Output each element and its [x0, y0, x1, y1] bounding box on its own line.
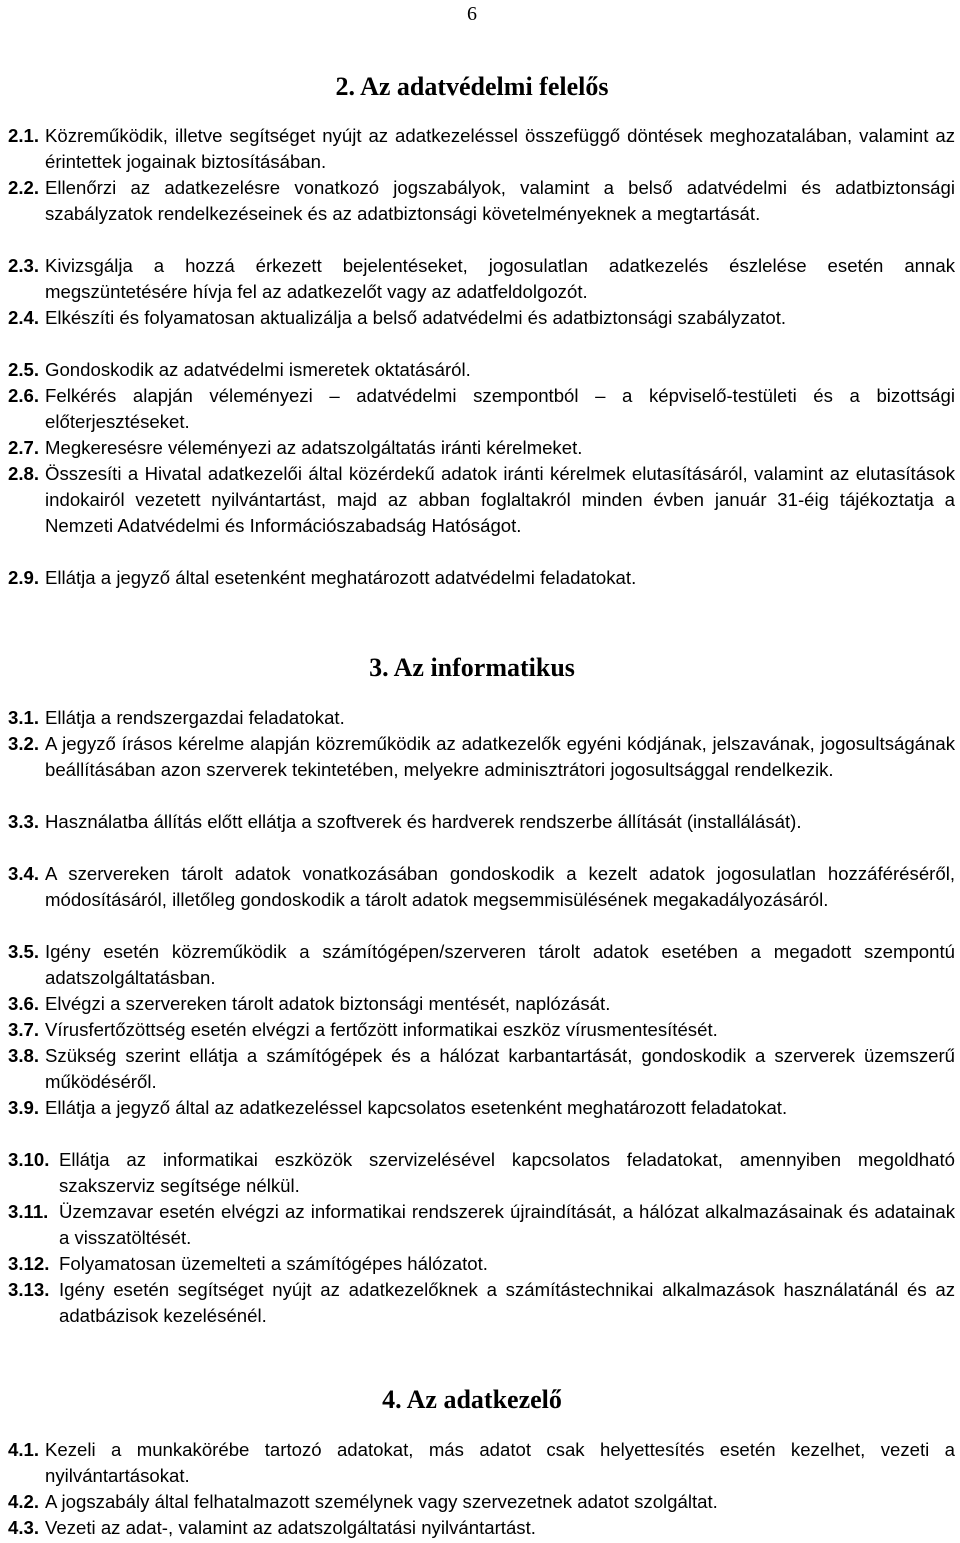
item-text: Kivizsgálja a hozzá érkezett bejelentéseket, jogosulatlan adatkezelés észlelése esetén annak megszüntetésére hívja fel az adatkezelőt vagy az adatfeldolgozót. — [45, 255, 955, 302]
item-number: 3.8. — [8, 1045, 40, 1066]
item-number: 4.2. — [8, 1491, 40, 1512]
list-item-4-2 — [8, 1489, 955, 1515]
item-text: Elkészíti és folyamatosan aktualizálja a belső adatvédelmi és adatbiztonsági szabályzatot. — [45, 307, 787, 328]
item-text: A jogszabály által felhatalmazott személynek vagy szervezetnek adatot szolgáltat. — [45, 1491, 718, 1512]
list-item-3-4 — [8, 861, 955, 913]
item-text: Megkeresésre véleményezi az adatszolgáltatás iránti kérelmeket. — [45, 437, 583, 458]
list-item-2-6 — [8, 383, 955, 435]
list-item-3-5 — [8, 939, 955, 991]
list-item-3-2 — [8, 731, 955, 783]
item-text: Vezeti az adat-, valamint az adatszolgáltatási nyilvántartást. — [45, 1517, 536, 1538]
item-number: 3.3. — [8, 811, 40, 832]
item-text: Szükség szerint ellátja a számítógépek és a hálózat karbantartását, gondoskodik a szerverek üzemszerű működéséről. — [45, 1045, 955, 1092]
item-text: Vírusfertőzöttség esetén elvégzi a fertőzött informatikai eszköz vírusmentesítését. — [45, 1019, 718, 1040]
item-number: 3.7. — [8, 1019, 40, 1040]
item-text: Üzemzavar esetén elvégzi az informatikai rendszerek újraindítását, a hálózat alkalmazásainak és adatainak a visszatöltését. — [59, 1201, 955, 1248]
item-text: Elvégzi a szervereken tárolt adatok biztonsági mentését, naplózását. — [45, 993, 611, 1014]
item-number: 3.12. — [8, 1253, 50, 1274]
page-number: 6 — [467, 3, 477, 25]
item-text: Ellátja az informatikai eszközök szervizelésével kapcsolatos feladatokat, amennyiben megoldható szakszerviz segítsége nélkül. — [59, 1149, 955, 1196]
item-text: Összesíti a Hivatal adatkezelői által közérdekű adatok iránti kérelmek elutasításáról, valamint az elutasítások indokairól vezetett nyilvántartást, majd az abban foglaltakról minden évben január 31-éig tájékoztatja a Nemzeti Adatvédelmi és Információszabadság Hatóságot. — [45, 463, 955, 536]
item-number: 2.7. — [8, 437, 40, 458]
item-number: 3.9. — [8, 1097, 40, 1118]
item-number: 2.3. — [8, 255, 40, 276]
item-text: Ellátja a rendszergazdai feladatokat. — [45, 707, 345, 728]
section-title-2: 2. Az adatvédelmi felelős — [335, 72, 609, 101]
item-number: 2.1. — [8, 125, 40, 146]
item-text: A jegyző írásos kérelme alapján közreműködik az adatkezelők egyéni kódjának, jelszavának, jogosultságának beállításában azon szerverek tekintetében, melyekre adminisztrátori jogosultsággal rendelkezik. — [45, 733, 955, 780]
item-text: Kezeli a munkakörébe tartozó adatokat, más adatot csak helyettesítés esetén kezelhet, vezeti a nyilvántartásokat. — [45, 1439, 955, 1486]
item-text: Ellátja a jegyző által esetenként meghatározott adatvédelmi feladatokat. — [45, 567, 637, 588]
item-number: 2.4. — [8, 307, 40, 328]
list-item-3-13 — [8, 1277, 955, 1329]
item-text: Használatba állítás előtt ellátja a szoftverek és hardverek rendszerbe állítását (installálását). — [45, 811, 802, 832]
list-item-2-7 — [8, 435, 955, 461]
list-item-3-8 — [8, 1043, 955, 1095]
item-text: Ellenőrzi az adatkezelésre vonatkozó jogszabályok, valamint a belső adatvédelmi és adatbiztonsági szabályzatok rendelkezéseinek és az adatbiztonsági követelményeknek a megtartását. — [45, 177, 955, 224]
list-item-4-1 — [8, 1437, 955, 1489]
item-number: 2.2. — [8, 177, 40, 198]
section-title-4: 4. Az adatkezelő — [382, 1385, 562, 1414]
item-number: 2.5. — [8, 359, 40, 380]
item-text: Ellátja a jegyző által az adatkezeléssel kapcsolatos esetenként meghatározott feladatokat. — [45, 1097, 788, 1118]
list-item-3-9 — [8, 1095, 955, 1121]
list-item-3-3 — [8, 809, 955, 835]
list-item-2-5 — [8, 357, 955, 383]
item-text: Felkérés alapján véleményezi – adatvédelmi szempontból – a képviselő-testületi és a bizottsági előterjesztéseket. — [45, 385, 955, 432]
item-number: 2.8. — [8, 463, 40, 484]
list-item-2-3 — [8, 253, 955, 305]
list-item-2-9 — [8, 565, 955, 591]
item-number: 2.6. — [8, 385, 40, 406]
list-item-2-2 — [8, 175, 955, 227]
list-item-3-6 — [8, 991, 955, 1017]
item-text: A szervereken tárolt adatok vonatkozásában gondoskodik a kezelt adatok jogosulatlan hozzáféréséről, módosításáról, illetőleg gondoskodik a tárolt adatok megsemmisülésének megakadályozásáról. — [45, 863, 955, 910]
item-number: 3.4. — [8, 863, 40, 884]
item-text: Igény esetén közreműködik a számítógépen/szerveren tárolt adatok esetében a megadott szempontú adatszolgáltatásban. — [45, 941, 955, 988]
item-number: 3.2. — [8, 733, 40, 754]
list-item-3-7 — [8, 1017, 955, 1043]
list-item-3-1 — [8, 705, 955, 731]
list-item-3-12 — [8, 1251, 955, 1277]
item-number: 3.10. — [8, 1149, 50, 1170]
list-item-2-8 — [8, 461, 955, 539]
list-item-3-10 — [8, 1147, 955, 1199]
item-text: Közreműködik, illetve segítséget nyújt az adatkezeléssel összefüggő döntések meghozatalában, valamint az érintettek jogainak biztosításában. — [45, 125, 955, 172]
item-number: 3.5. — [8, 941, 40, 962]
list-item-3-11 — [8, 1199, 955, 1251]
item-text: Gondoskodik az adatvédelmi ismeretek oktatásáról. — [45, 359, 471, 380]
item-number: 2.9. — [8, 567, 40, 588]
list-item-2-1 — [8, 123, 955, 175]
section-title-3: 3. Az informatikus — [369, 653, 575, 682]
list-item-4-3 — [8, 1515, 955, 1541]
list-item-2-4 — [8, 305, 955, 331]
item-text: Igény esetén segítséget nyújt az adatkezelőknek a számítástechnikai alkalmazások használatánál és az adatbázisok kezelésénél. — [59, 1279, 955, 1326]
item-number: 3.13. — [8, 1279, 50, 1300]
item-number: 3.1. — [8, 707, 40, 728]
item-number: 4.1. — [8, 1439, 40, 1460]
item-number: 4.3. — [8, 1517, 40, 1538]
item-text: Folyamatosan üzemelteti a számítógépes hálózatot. — [59, 1253, 488, 1274]
item-number: 3.11. — [8, 1201, 49, 1222]
item-number: 3.6. — [8, 993, 40, 1014]
